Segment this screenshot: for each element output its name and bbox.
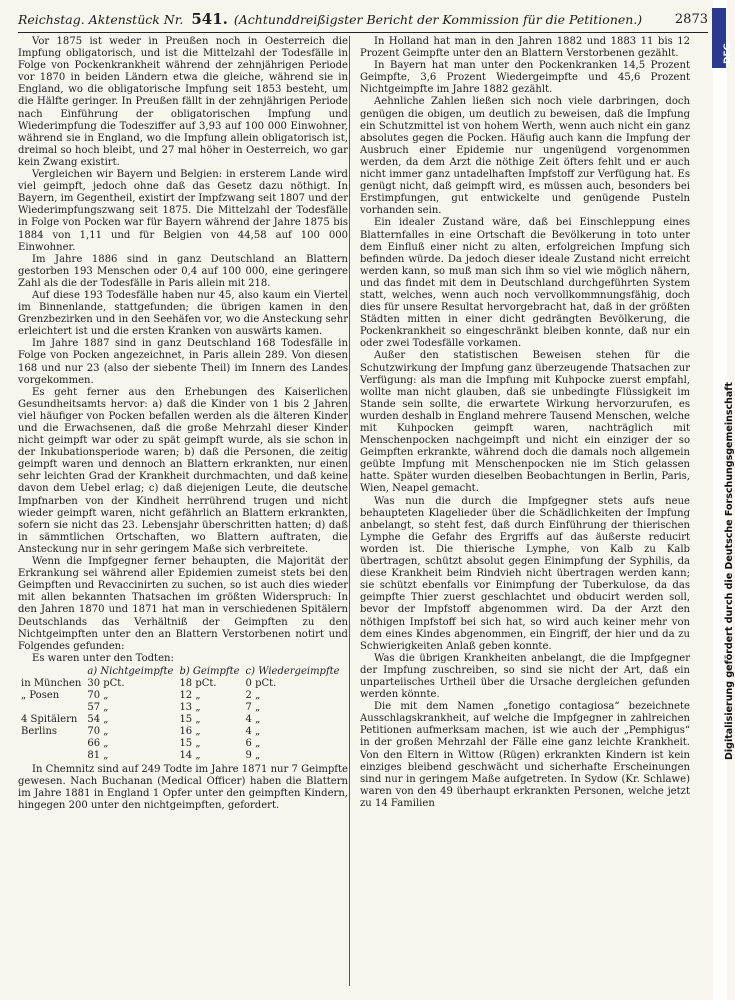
table-cell: 4 „ (245, 713, 261, 725)
paragraph: In Chemnitz sind auf 249 Todte im Jahre 1871 nur 7 Geimpfte gewesen. Nach Buchanan (Medical Officer) haben die Blattern im Jahre 1881 in England 1 Opfer unter den geimpften Kindern, hingegen 200 unter den nichtgeimpften, gefordert. (18, 763, 348, 812)
paragraph: Ein idealer Zustand wäre, daß bei Einschleppung eines Blatternfalles in eine Ortschaft die Bevölkerung in toto unter dem Einfluß einer nicht zu alten, erfolgreichen Impfung sich befinden würde. Da jedoch dieser ideale Zustand nicht erreicht werden kann, so muß man sich ihm so viel wie möglich nähern, und das findet mit dem in Deutschland durchgeführten System statt, welches, wenn auch noch vervollkommnungsfähig, doch dies für unsere Resultat hervorgebracht hat, daß in der größten Städten mitten in einer dicht gedrängten Bevölkerung, die Pockenkrankheit so eingeschränkt bleiben konnte, daß nur ein oder zwei Todesfälle vorkamen. (360, 217, 690, 350)
table-cell: 16 „ (179, 725, 201, 737)
paragraph: Vor 1875 ist weder in Preußen noch in Oesterreich die Impfung obligatorisch, und ist die Mittelzahl der Todesfälle in Folge von Pockenkrankheit während der zehnjährigen Periode vor 1870 in beiden Ländern etwa die gleiche, während sie in England, wo die obligatorische Impfung seit 1853 besteht, um die Hälfte geringer. In Preußen fällt in der zehnjährigen Periode nach Einführung der obligatorischen Impfung und Wiederimpfung die Todesziffer auf 3,93 auf 100 000 Einwohner, während sie in England, wo die Impfung allein obligatorisch ist, dreimal so hoch bleibt, und 27 mal höher in Oesterreich, wo gar kein Zwang existirt. (18, 36, 348, 168)
paragraph: Wenn die Impfgegner ferner behaupten, die Majorität der Erkrankung sei während aller Epidemien zumeist stets bei den Geimpften und Revaccinirten zu suchen, so ist auch dies wieder mit allen bekannten Thatsachen im größten Widerspruch: In den Jahren 1870 und 1871 hat man in verschiedenen Spitälern Deutschlands das Verhältniß der Geimpften zu den Nichtgeimpften unter den an Blattern Verstorbenen notirt und Folgendes gefunden: (18, 556, 348, 652)
table-cell: 81 „ (87, 749, 109, 761)
header-left: Reichstag. Aktenstück Nr. (18, 11, 184, 27)
mortality-table (18, 666, 343, 762)
paragraph: Was nun die durch die Impfgegner stets aufs neue behaupteten Klagelieder über die Schädlichkeiten der Impfung anbelangt, so steht fest, daß durch Einführung der thierischen Lymphe die Gefahr des Ergriffs auf das äußerste reducirt worden ist. Die thierische Lymphe, von Kalb zu Kalb übertragen, schützt absolut gegen Einimpfung der Syphilis, da diese Krankheit beim Rindvieh nicht übertragen werden kann; sie schützt ebenfalls vor Einimpfung der Tuberkulose, da das geimpfte Thier zuerst geschlachtet und obducirt werden soll, bevor der Impfstoff abgenommen wird. Da der Arzt den nöthigen Impfstoff bei sich hat, so wird auch keiner mehr von dem eines Kindes abgenommen, ein Eingriff, der hier und da zu Schwierigkeiten Anlaß geben konnte. (360, 495, 690, 652)
table-cell: 9 „ (245, 749, 261, 761)
table-cell: Berlins (21, 725, 58, 737)
paragraph: Es geht ferner aus den Erhebungen des Kaiserlichen Gesundheitsamts hervor: a) daß die Kinder von 1 bis 2 Jahren viel häufiger von Pocken befallen werden als die älteren Kinder und die Erwachsenen, daß die große Mehrzahl dieser Kinder nicht geimpft war oder zu spät geimpft wurde, als sie schon in der Inkubationsperiode waren; b) daß die Personen, die zeitig geimpft waren und dennoch an Blattern erkrankten, nur einen sehr leichten Grad der Krankheit durchmachten, und daß keine davon dem Uebel erlag; c) daß diejenigen Leute, die deutsche Impfnarben von der Kindheit herrührend trugen und nicht wieder geimpft waren, nicht gefährlich an Blattern erkrankten, sofern sie nicht das 23. Lebensjahr überschritten hatten; d) daß in sämmtlichen Ortschaften, wo Blattern auftraten, die Ansteckung nur in sehr geringem Maße sich verbreitete. (18, 386, 348, 555)
table-cell: 70 „ (87, 725, 109, 737)
paragraph: Aehnliche Zahlen ließen sich noch viele darbringen, doch genügen die obigen, um deutlich zu beweisen, daß die Impfung ein Schutzmittel ist von hohem Werth, wenn auch nicht ein ganz absolutes gegen die Pocken. Häufig auch kann die Impfung der Ausbruch einer Epidemie nur ungenügend vorgenommen werden, da dem Arzt die nöthige Zeit öfters fehlt und er auch nicht immer ganz untadelhaften Impfstoff zur Verfügung hat. Es genügt nicht, daß geimpft wird, es müssen auch, besonders bei Erstimpfungen, gut entwickelte und genügende Pusteln vorhanden sein. (360, 96, 690, 217)
table-row (18, 714, 343, 726)
table-header-cell (18, 666, 84, 678)
funding-notice-text: Digitalisierung gefördert durch die Deutsche Forschungsgemeinschaft (724, 382, 735, 760)
paragraph: Auf diese 193 Todesfälle haben nur 45, also kaum ein Viertel im Binnenlande, stattgefunden; die übrigen kamen in den Grenzbezirken und in den Seehäfen vor, wo die Ansteckung sehr erleichtert ist und die ersten Kranken von auswärts kamen. (18, 289, 348, 338)
table-cell: 7 „ (245, 701, 261, 713)
table-cell (18, 750, 84, 762)
table-row (18, 738, 343, 750)
table-cell (18, 738, 84, 750)
table-row (18, 726, 343, 738)
table-caption: Es waren unter den Todten: (32, 652, 174, 664)
column-divider (349, 36, 350, 986)
funding-notice (712, 80, 735, 760)
table-header-cell: a) Nichtgeimpfte (87, 665, 174, 677)
dfg-logo (712, 8, 733, 68)
table-row (18, 750, 343, 762)
table-cell: 15 „ (179, 713, 201, 725)
table-row (18, 678, 343, 690)
paragraph: Vergleichen wir Bayern und Belgien: in ersterem Lande wird viel geimpft, jedoch ohne daß das Gesetz dazu nöthigt. In Bayern, im Gegentheil, existirt der Impfzwang seit 1807 und der Wiederimpfungszwang seit 1875. Die Mittelzahl der Todesfälle in Folge von Pocken war für Bayern während der Jahre 1875 bis 1884 von 1,11 und für Belgien von 44,58 auf 100 000 Einwohner. (18, 169, 348, 253)
paragraph: In Holland hat man in den Jahren 1882 und 1883 11 bis 12 Prozent Geimpfte unter den an Blattern Verstorbenen gezählt. (360, 36, 690, 60)
logo-text: DFG (723, 42, 733, 64)
paragraph: Die mit dem Namen „fonetigo contagiosa“ bezeichnete Ausschlagskrankheit, auf welche die Impfgegner in zahlreichen Petitionen aufmerksam machen, ist wie auch der „Pemphigus“ in der großen Mehrzahl der Fälle eine ganz leichte Krankheit. Von den Eltern in Wittow (Rügen) erkrankten Kindern ist kein einziges bleibend geschwächt und sicherhafte Erscheinungen sind nur in geringem Maße aufgetreten. In Sydow (Kr. Schlawe) waren von den 49 überhaupt erkrankten Personen, welche jetzt zu 14 Familien (360, 701, 690, 809)
table-header-cell: c) Wiedergeimpfte (245, 665, 340, 677)
left-column (18, 36, 348, 812)
table-cell: 2 „ (245, 689, 261, 701)
table-cell: 12 „ (179, 689, 201, 701)
right-column (360, 36, 690, 810)
table-cell: 4 Spitälern (21, 713, 78, 725)
table-cell: 15 „ (179, 737, 201, 749)
paragraph: Im Jahre 1887 sind in ganz Deutschland 168 Todesfälle in Folge von Pocken angezeichnet, in Paris allein 289. Von diesen 168 und nur 23 (also der siebente Theil) im Innern des Landes vorgekommen. (18, 338, 348, 386)
table-cell: 30 pCt. (87, 677, 125, 689)
table-cell: 70 „ (87, 689, 109, 701)
table-cell: 6 „ (245, 737, 261, 749)
table-cell (18, 702, 84, 714)
table-row (18, 690, 343, 702)
table-cell: 14 „ (179, 749, 201, 761)
table-cell: 13 „ (179, 701, 201, 713)
table-cell: 66 „ (87, 737, 109, 749)
table-cell: 18 pCt. (179, 677, 217, 689)
paragraph: In Bayern hat man unter den Pockenkranken 14,5 Prozent Geimpfte, 3,6 Prozent Wiedergeimpfte und 45,6 Prozent Nichtgeimpfte im Jahre 1882 gezählt. (360, 60, 690, 96)
page-header (18, 6, 708, 33)
table-cell: 4 „ (245, 725, 261, 737)
header-title: (Achtunddreißigster Bericht der Kommission für die Petitionen.) (233, 11, 643, 27)
table-row (18, 702, 343, 714)
document-number: 541. (191, 10, 228, 28)
paragraph: Außer den statistischen Beweisen stehen für die Schutzwirkung der Impfung ganz überzeugende Thatsachen zur Verfügung: als man die Impfung mit Kuhpocke zuerst empfahl, wollte man nicht glauben, daß sie unbedingte Flüssigkeit im Stande sein sollte, die erwartete Wirkung hervorzurufen, es wurden deshalb in England mehrere Tausend Menschen, welche mit Kuhpocken geimpft waren, nachträglich mit Menschenpocken nachgeimpft und nicht ein einziger der so Geimpften erkrankte, während doch die damals noch allgemein geübte Impfung mit Menschenpocken nie im Stich gelassen hatte. Später wurden dieselben Beobachtungen in Berlin, Paris, Wien, Neapel gemacht. (360, 350, 690, 495)
page-number: 2873 (674, 11, 708, 27)
paragraph: Im Jahre 1886 sind in ganz Deutschland an Blattern gestorben 193 Menschen oder 0,4 auf 100 000, eine geringere Zahl als die der Todesfälle in Paris allein mit 218. (18, 253, 348, 289)
table-cell: „ Posen (21, 689, 60, 701)
table-cell: 54 „ (87, 713, 109, 725)
paragraph: Was die übrigen Krankheiten anbelangt, die die Impfgegner der Impfung zuschreiben, so sind sie nicht der Art, daß ein unparteiisches Urtheil über die Ursache dergleichen gefunden werden könnte. (360, 652, 690, 701)
table-cell: 0 pCt. (245, 677, 277, 689)
table-header-row (18, 666, 343, 678)
table-cell: in München (21, 677, 82, 689)
table-header-cell: b) Geimpfte (179, 665, 240, 677)
table-cell: 57 „ (87, 701, 109, 713)
